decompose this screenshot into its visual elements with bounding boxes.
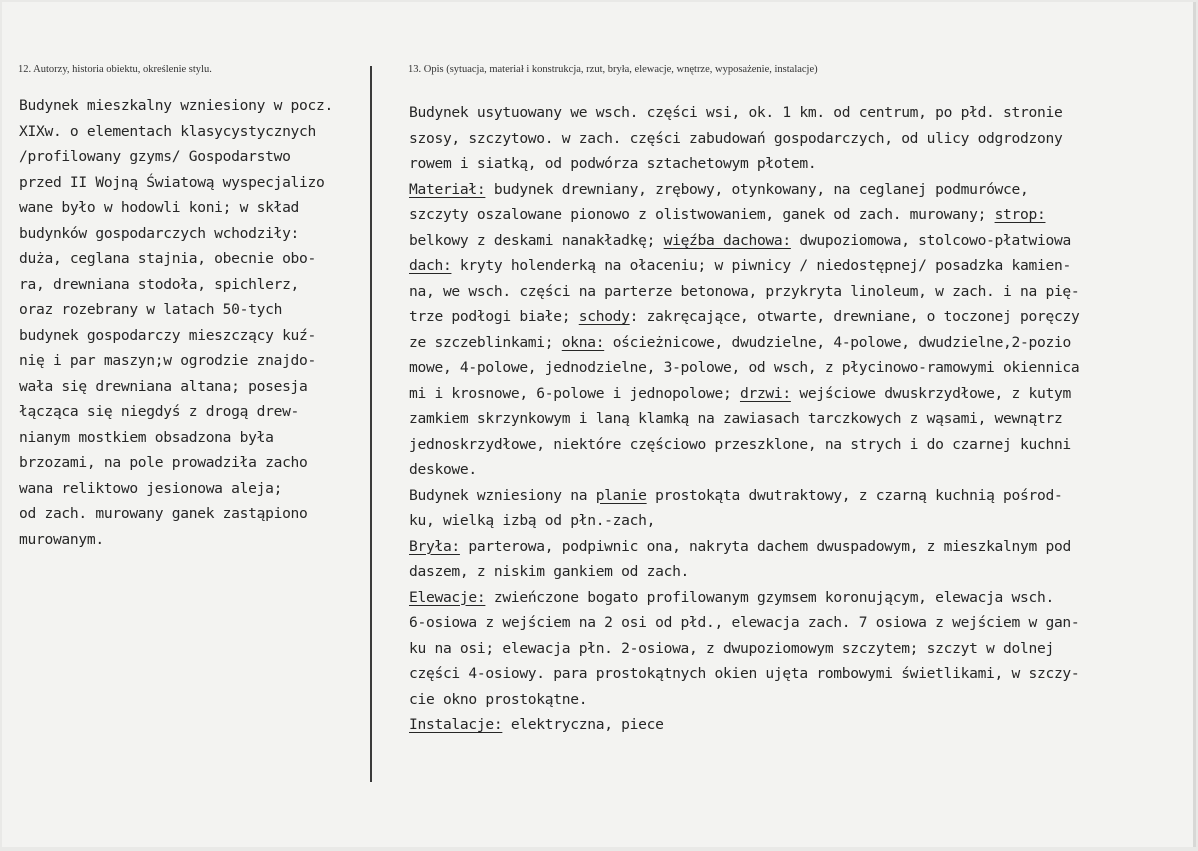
- history-line: ra, drewniana stodoła, spichlerz,: [19, 275, 300, 293]
- section-12-header: 12. Autorzy, historia obiektu, określenie stylu.: [18, 64, 212, 75]
- description-line: [409, 406, 1197, 432]
- section-label: planie: [595, 486, 647, 504]
- line-text: mowe, 4-polowe, jednodzielne, 3-polowe, od wsch, z płycinowo-ramowymi okiennica: [409, 359, 1080, 376]
- line-text: daszem, z niskim gankiem od zach.: [409, 563, 690, 580]
- description-line: [409, 585, 1197, 611]
- section-label: dach:: [409, 257, 452, 274]
- description-line: [409, 253, 1197, 279]
- line-text: elektryczna, piece: [502, 716, 664, 733]
- line-text: szczyty oszalowane pionowo z olistwowaniem, ganek od zach. murowany;: [409, 206, 995, 223]
- card-edge: [1193, 2, 1196, 847]
- line-text: budynek drewniany, zrębowy, otynkowany, na ceglanej podmurówce,: [485, 180, 1029, 198]
- history-line: wane było w hodowli koni; w skład: [19, 199, 300, 216]
- line-text: dwupoziomowa, stolcowo-płatwiowa: [790, 231, 1071, 249]
- history-line: XIXw. o elementach klasycystycznych: [19, 122, 317, 140]
- description-line: [409, 228, 1197, 254]
- line-text: części 4-osiowy. para prostokątnych okien ujęta rombowymi świetlikami, w szczy-: [409, 665, 1080, 682]
- description-line: [409, 202, 1197, 228]
- line-text: ze szczeblinkami;: [409, 333, 562, 351]
- history-line: Budynek mieszkalny wzniesiony w pocz.: [19, 97, 333, 114]
- line-text: szosy, szczytowo. w zach. części zabudowań gospodarczych, od ulicy odgrodzony: [409, 129, 1063, 147]
- line-text: ku, wielką izbą od płn.-zach,: [409, 512, 656, 529]
- history-line: wana reliktowo jesionowa aleja;: [19, 479, 283, 497]
- section-label: Elewacje:: [409, 588, 486, 606]
- description-line: [409, 534, 1197, 560]
- line-text: mi i krosnowe, 6-polowe i jednopolowe;: [409, 384, 740, 402]
- line-text: kryty holenderką na ołaceniu; w piwnicy / niedostępnej/ posadzka kamien-: [451, 257, 1071, 274]
- description-line: [409, 381, 1197, 407]
- history-line: budynek gospodarczy mieszczący kuź-: [19, 326, 317, 344]
- description-line: [409, 355, 1197, 381]
- section-label: strop:: [994, 206, 1046, 223]
- description-line: [409, 559, 1197, 585]
- description-line: [409, 661, 1197, 687]
- document-card: [2, 2, 1196, 847]
- description-line: [409, 279, 1197, 305]
- line-text: parterowa, podpiwnic ona, nakryta dachem dwuspadowym, z mieszkalnym pod: [459, 537, 1071, 555]
- line-text: jednoskrzydłowe, niektóre częściowo przeszklone, na strych i do czarnej kuchni: [409, 435, 1071, 453]
- description-line: [409, 304, 1197, 330]
- line-text: : zakręcające, otwarte, drewniane, o toczonej poręczy: [629, 308, 1080, 325]
- line-text: Budynek usytuowany we wsch. części wsi, ok. 1 km. od centrum, po płd. stronie: [409, 104, 1063, 121]
- description-line: [409, 457, 1197, 483]
- history-line: przed II Wojną Światową wyspecjalizo: [19, 173, 325, 191]
- history-line: nianym mostkiem obsadzona była: [19, 428, 274, 446]
- line-text: rowem i siatką, od podwórza sztachetowym płotem.: [409, 155, 817, 172]
- line-text: 6-osiowa z wejściem na 2 osi od płd., elewacja zach. 7 osiowa z wejściem w gan-: [409, 614, 1080, 631]
- description-line: [409, 330, 1197, 356]
- history-line: /profilowany gzyms/ Gospodarstwo: [19, 148, 291, 165]
- section-label: drzwi:: [739, 384, 791, 402]
- section-label: więźba dachowa:: [663, 231, 791, 249]
- line-text: belkowy z deskami nanakładkę;: [409, 231, 664, 249]
- history-line: od zach. murowany ganek zastąpiono: [19, 505, 308, 522]
- history-text: [19, 93, 371, 552]
- history-line: wała się drewniana altana; posesja: [19, 377, 308, 395]
- description-line: [409, 151, 1197, 177]
- line-text: cie okno prostokątne.: [409, 690, 588, 708]
- description-line: [409, 177, 1197, 203]
- description-line: [409, 636, 1197, 662]
- section-label: schody: [578, 308, 630, 325]
- line-text: ku na osi; elewacja płn. 2-osiowa, z dwupoziomowym szczytem; szczyt w dolnej: [409, 639, 1054, 657]
- line-text: na, we wsch. części na parterze betonowa, przykryta linoleum, w zach. i na pię-: [409, 282, 1080, 300]
- section-label: okna:: [561, 333, 605, 351]
- description-line: [409, 712, 1197, 738]
- history-line: duża, ceglana stajnia, obecnie obo-: [19, 250, 317, 267]
- description-line: [409, 100, 1197, 126]
- description-line: [409, 610, 1197, 636]
- description-line: [409, 483, 1197, 509]
- description-line: [409, 126, 1197, 152]
- line-text: deskowe.: [409, 461, 477, 478]
- line-text: trze podłogi białe;: [409, 308, 579, 325]
- line-text: wejściowe dwuskrzydłowe, z kutym: [790, 384, 1071, 402]
- description-line: [409, 687, 1197, 713]
- section-13-header: 13. Opis (sytuacja, materiał i konstrukcja, rzut, bryła, elewacje, wnętrze, wyposażenie, instalacje): [408, 64, 818, 75]
- history-line: murowanym.: [19, 530, 104, 548]
- history-line: łącząca się niegdyś z drogą drew-: [19, 403, 300, 420]
- line-text: zamkiem skrzynkowym i laną klamką na zawiasach tarczkowych z wąsami, wewnątrz: [409, 410, 1063, 427]
- line-text: prostokąta dwutraktowy, z czarną kuchnią pośrod-: [646, 486, 1063, 504]
- history-line: oraz rozebrany w latach 50-tych: [19, 301, 283, 318]
- section-label: Bryła:: [409, 537, 460, 555]
- description-line: [409, 432, 1197, 458]
- line-text: zwieńczone bogato profilowanym gzymsem koronującym, elewacja wsch.: [485, 588, 1054, 606]
- description-line: [409, 508, 1197, 534]
- section-label: Instalacje:: [409, 716, 503, 733]
- description-text: [409, 100, 1197, 738]
- history-line: brzozami, na pole prowadziła zacho: [19, 454, 308, 471]
- line-text: Budynek wzniesiony na: [409, 486, 596, 504]
- history-line: budynków gospodarczych wchodziły:: [19, 224, 300, 242]
- line-text: ościeżnicowe, dwudzielne, 4-polowe, dwudzielne,2-pozio: [604, 333, 1071, 351]
- section-label: Materiał:: [409, 180, 486, 198]
- history-line: nię i par maszyn;w ogrodzie znajdo-: [19, 352, 317, 369]
